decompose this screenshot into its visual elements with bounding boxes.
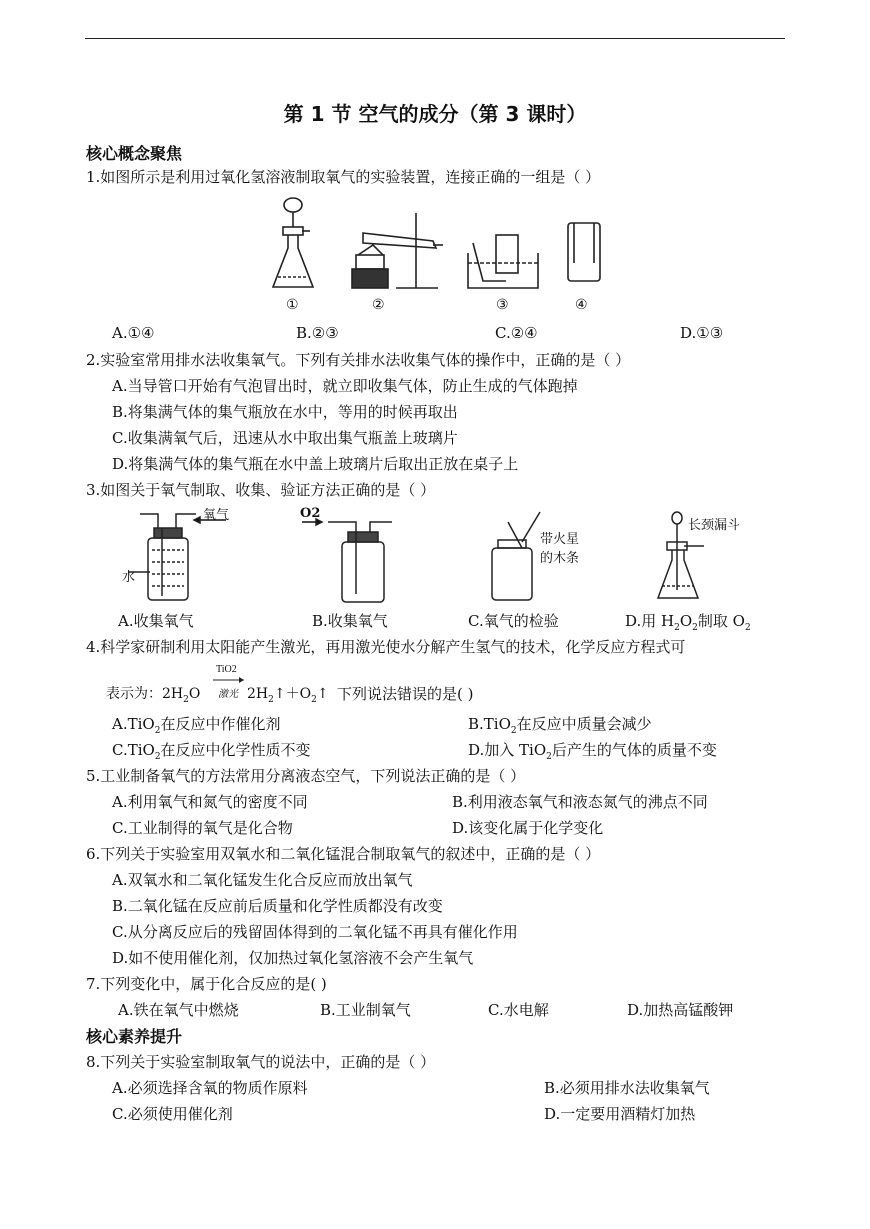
q3-option-d: D.用 $H_2O_2$制取 $O_2$ — [625, 612, 751, 633]
q3-label-water: 水 — [122, 570, 136, 585]
q6-option-c: C.从分离反应后的残留固体得到的二氧化锰不再具有催化作用 — [112, 923, 518, 941]
q1-fig-label-3: ③ — [496, 297, 509, 313]
q6-option-a: A.双氧水和二氧化锰发生化合反应而放出氧气 — [112, 871, 413, 889]
q1-option-b: B.②③ — [296, 324, 339, 342]
q1-stem: 1.如图所示是利用过氧化氢溶液制取氧气的实验装置，连接正确的一组是（ ） — [86, 168, 601, 186]
q3-label-oxygen: 氧气 — [203, 508, 230, 523]
section-core-concept: 核心概念聚焦 — [86, 144, 183, 163]
q5-option-a: A.利用氧气和氮气的密度不同 — [112, 793, 308, 811]
q7-option-c: C.水电解 — [488, 1001, 549, 1019]
q7-option-b: B.工业制氧气 — [320, 1001, 411, 1019]
q4-option-a: A.TiO$_2$在反应中作催化剂 — [112, 715, 281, 736]
q1-option-a: A.①④ — [112, 324, 155, 342]
q3-option-a: A.收集氧气 — [118, 612, 194, 630]
q8-stem: 8.下列关于实验室制取氧气的说法中，正确的是（ ） — [86, 1053, 436, 1071]
q2-option-d: D.将集满气体的集气瓶在水中盖上玻璃片后取出正放在桌子上 — [112, 455, 519, 473]
reaction-arrow-icon — [213, 676, 247, 684]
q5-stem: 5.工业制备氧气的方法常用分离液态空气，下列说法正确的是（ ） — [86, 767, 526, 785]
q1-option-c: C.②④ — [495, 324, 538, 342]
q2-option-a: A.当导管口开始有气泡冒出时，就立即收集气体，防止生成的气体跑掉 — [112, 377, 578, 395]
empty-collection-bottle — [302, 519, 392, 602]
q4-equation-products: $2H_2↑+O_2↑$ — [247, 686, 329, 705]
q7-option-d: D.加热高锰酸钾 — [627, 1001, 734, 1019]
q5-option-b: B.利用液态氧气和液态氮气的沸点不同 — [452, 793, 708, 811]
q3-label-splint-2: 的木条 — [540, 551, 580, 566]
section-core-literacy: 核心素养提升 — [86, 1027, 183, 1046]
q7-option-a: A.铁在氧气中燃烧 — [118, 1001, 239, 1019]
q4-stem: 4.科学家研制利用太阳能产生激光，再用激光使水分解产生氢气的技术，化学反应方程式可 — [86, 638, 686, 656]
q8-option-c: C.必须使用催化剂 — [112, 1105, 233, 1123]
q1-fig-label-4: ④ — [575, 297, 588, 313]
q3-option-c: C.氧气的检验 — [468, 612, 559, 630]
q4-option-d: D.加入 TiO$_2$后产生的气体的质量不变 — [468, 741, 717, 762]
q5-option-d: D.该变化属于化学变化 — [452, 819, 604, 837]
q6-option-b: B.二氧化锰在反应前后质量和化学性质都没有改变 — [112, 897, 443, 915]
q4-condition-laser: 激光 — [218, 689, 238, 700]
q4-option-c: C.TiO$_2$在反应中化学性质不变 — [112, 741, 311, 762]
water-trough-apparatus — [468, 235, 538, 288]
q2-stem: 2.实验室常用排水法收集氧气。下列有关排水法收集气体的操作中，正确的是（ ） — [86, 351, 631, 369]
q1-fig-label-2: ② — [372, 297, 385, 313]
q6-stem: 6.下列关于实验室用双氧水和二氧化锰混合制取氧气的叙述中，正确的是（ ） — [86, 845, 601, 863]
q2-option-c: C.收集满氧气后，迅速从水中取出集气瓶盖上玻璃片 — [112, 429, 458, 447]
q3-stem: 3.如图关于氧气制取、收集、验证方法正确的是（ ） — [86, 481, 436, 499]
q3-label-splint-1: 带火星 — [540, 532, 580, 547]
q3-label-funnel: 长颈漏斗 — [688, 518, 741, 533]
q4-condition-catalyst: TiO2 — [216, 664, 237, 675]
q4-equation-prefix: 表示为：$2H_2O$ — [106, 686, 201, 705]
q5-option-c: C.工业制得的氧气是化合物 — [112, 819, 293, 837]
q2-option-b: B.将集满气体的集气瓶放在水中，等用的时候再取出 — [112, 403, 458, 421]
q1-fig-label-1: ① — [286, 297, 299, 313]
q1-apparatus-figure — [268, 193, 608, 295]
q7-stem: 7.下列变化中，属于化合反应的是( ) — [86, 975, 327, 993]
q8-option-b: B.必须用排水法收集氧气 — [544, 1079, 710, 1097]
oxygen-test-bottle — [492, 512, 540, 600]
q4-option-b: B.TiO$_2$在反应中质量会减少 — [468, 715, 652, 736]
upright-gas-bottle — [568, 223, 600, 281]
page-title: 第 1 节 空气的成分（第 3 课时） — [283, 102, 587, 126]
header-rule — [85, 38, 785, 39]
q6-option-d: D.如不使用催化剂，仅加热过氧化氢溶液不会产生氧气 — [112, 949, 474, 967]
q3-option-b: B.收集氧气 — [312, 612, 388, 630]
q1-option-d: D.①③ — [680, 324, 724, 342]
flask-with-funnel-apparatus — [273, 198, 313, 287]
heated-test-tube-apparatus — [352, 213, 443, 288]
q8-option-d: D.一定要用酒精灯加热 — [544, 1105, 696, 1123]
q8-option-a: A.必须选择含氧的物质作原料 — [112, 1079, 308, 1097]
water-filled-bottle — [128, 514, 226, 600]
q3-label-o2: O2 — [300, 506, 321, 521]
q4-equation-suffix: 下列说法错误的是( ) — [337, 685, 474, 703]
